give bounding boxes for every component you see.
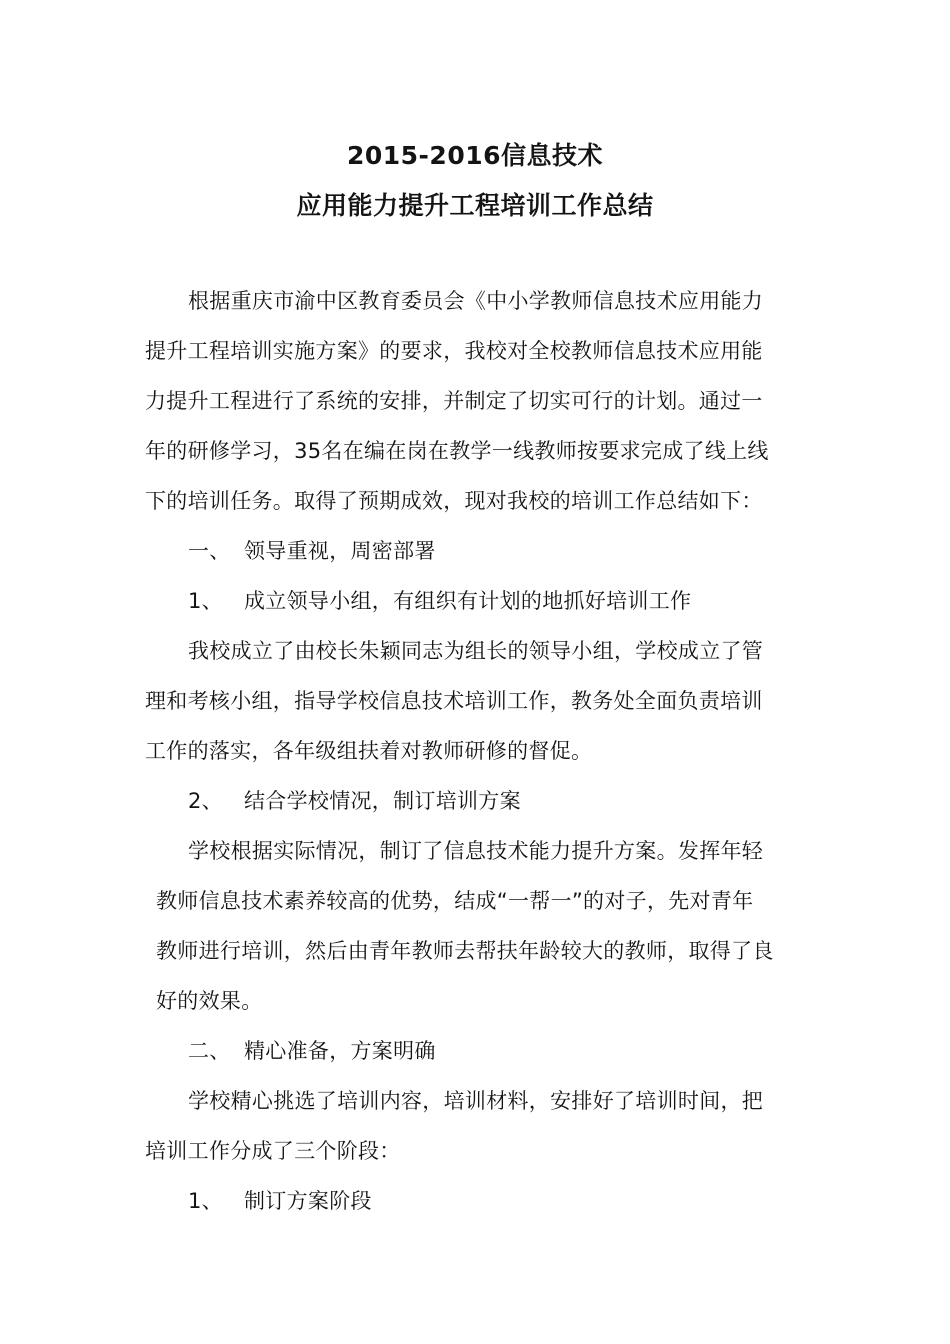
item-number: 2、 bbox=[188, 789, 223, 813]
para1-line-2: 提升工程培训实施方案》的要求，我校对全校教师信息技术应用能 bbox=[145, 339, 763, 363]
section-heading-1 bbox=[188, 536, 436, 566]
para4-line-2: 培训工作分成了三个阶段： bbox=[145, 1139, 401, 1163]
para3-line-4: 好的效果。 bbox=[156, 989, 263, 1013]
item-title: 成立领导小组，有组织有计划的地抓好培训工作 bbox=[244, 589, 692, 613]
title-line-1: 2015-2016信息技术 bbox=[346, 141, 604, 170]
item-heading-1 bbox=[188, 586, 691, 616]
title-line-2: 应用能力提升工程培训工作总结 bbox=[296, 191, 654, 220]
item-title: 结合学校情况，制订培训方案 bbox=[244, 789, 521, 813]
item-number: 1、 bbox=[188, 1189, 223, 1213]
para2-line-3: 工作的落实，各年级组扶着对教师研修的督促。 bbox=[145, 739, 593, 763]
item-heading-3 bbox=[188, 1186, 372, 1216]
section-number: 一、 bbox=[188, 539, 231, 563]
para1-line-1: 根据重庆市渝中区教育委员会《中小学教师信息技术应用能力 bbox=[188, 289, 764, 313]
para1-line-4: 年的研修学习，35名在编在岗在教学一线教师按要求完成了线上线 bbox=[145, 439, 769, 463]
section-number: 二、 bbox=[188, 1039, 231, 1063]
para3-line-1: 学校根据实际情况，制订了信息技术能力提升方案。发挥年轻 bbox=[188, 839, 764, 863]
para1-line-3: 力提升工程进行了系统的安排，并制定了切实可行的计划。通过一 bbox=[145, 389, 763, 413]
para1-line-5: 下的培训任务。取得了预期成效，现对我校的培训工作总结如下： bbox=[145, 489, 763, 513]
para2-line-2: 理和考核小组，指导学校信息技术培训工作，教务处全面负责培训 bbox=[145, 689, 763, 713]
section-title: 精心准备，方案明确 bbox=[244, 1039, 436, 1063]
item-heading-2 bbox=[188, 786, 521, 816]
para4-line-1: 学校精心挑选了培训内容，培训材料，安排好了培训时间，把 bbox=[188, 1089, 764, 1113]
section-heading-2 bbox=[188, 1036, 436, 1066]
item-title: 制订方案阶段 bbox=[244, 1189, 372, 1213]
para3-line-2: 教师信息技术素养较高的优势，结成“一帮一”的对子，先对青年 bbox=[156, 889, 754, 913]
para3-line-3: 教师进行培训，然后由青年教师去帮扶年龄较大的教师，取得了良 bbox=[156, 939, 774, 963]
item-number: 1、 bbox=[188, 589, 223, 613]
section-title: 领导重视，周密部署 bbox=[244, 539, 436, 563]
para2-line-1: 我校成立了由校长朱颖同志为组长的领导小组，学校成立了管 bbox=[188, 639, 764, 663]
